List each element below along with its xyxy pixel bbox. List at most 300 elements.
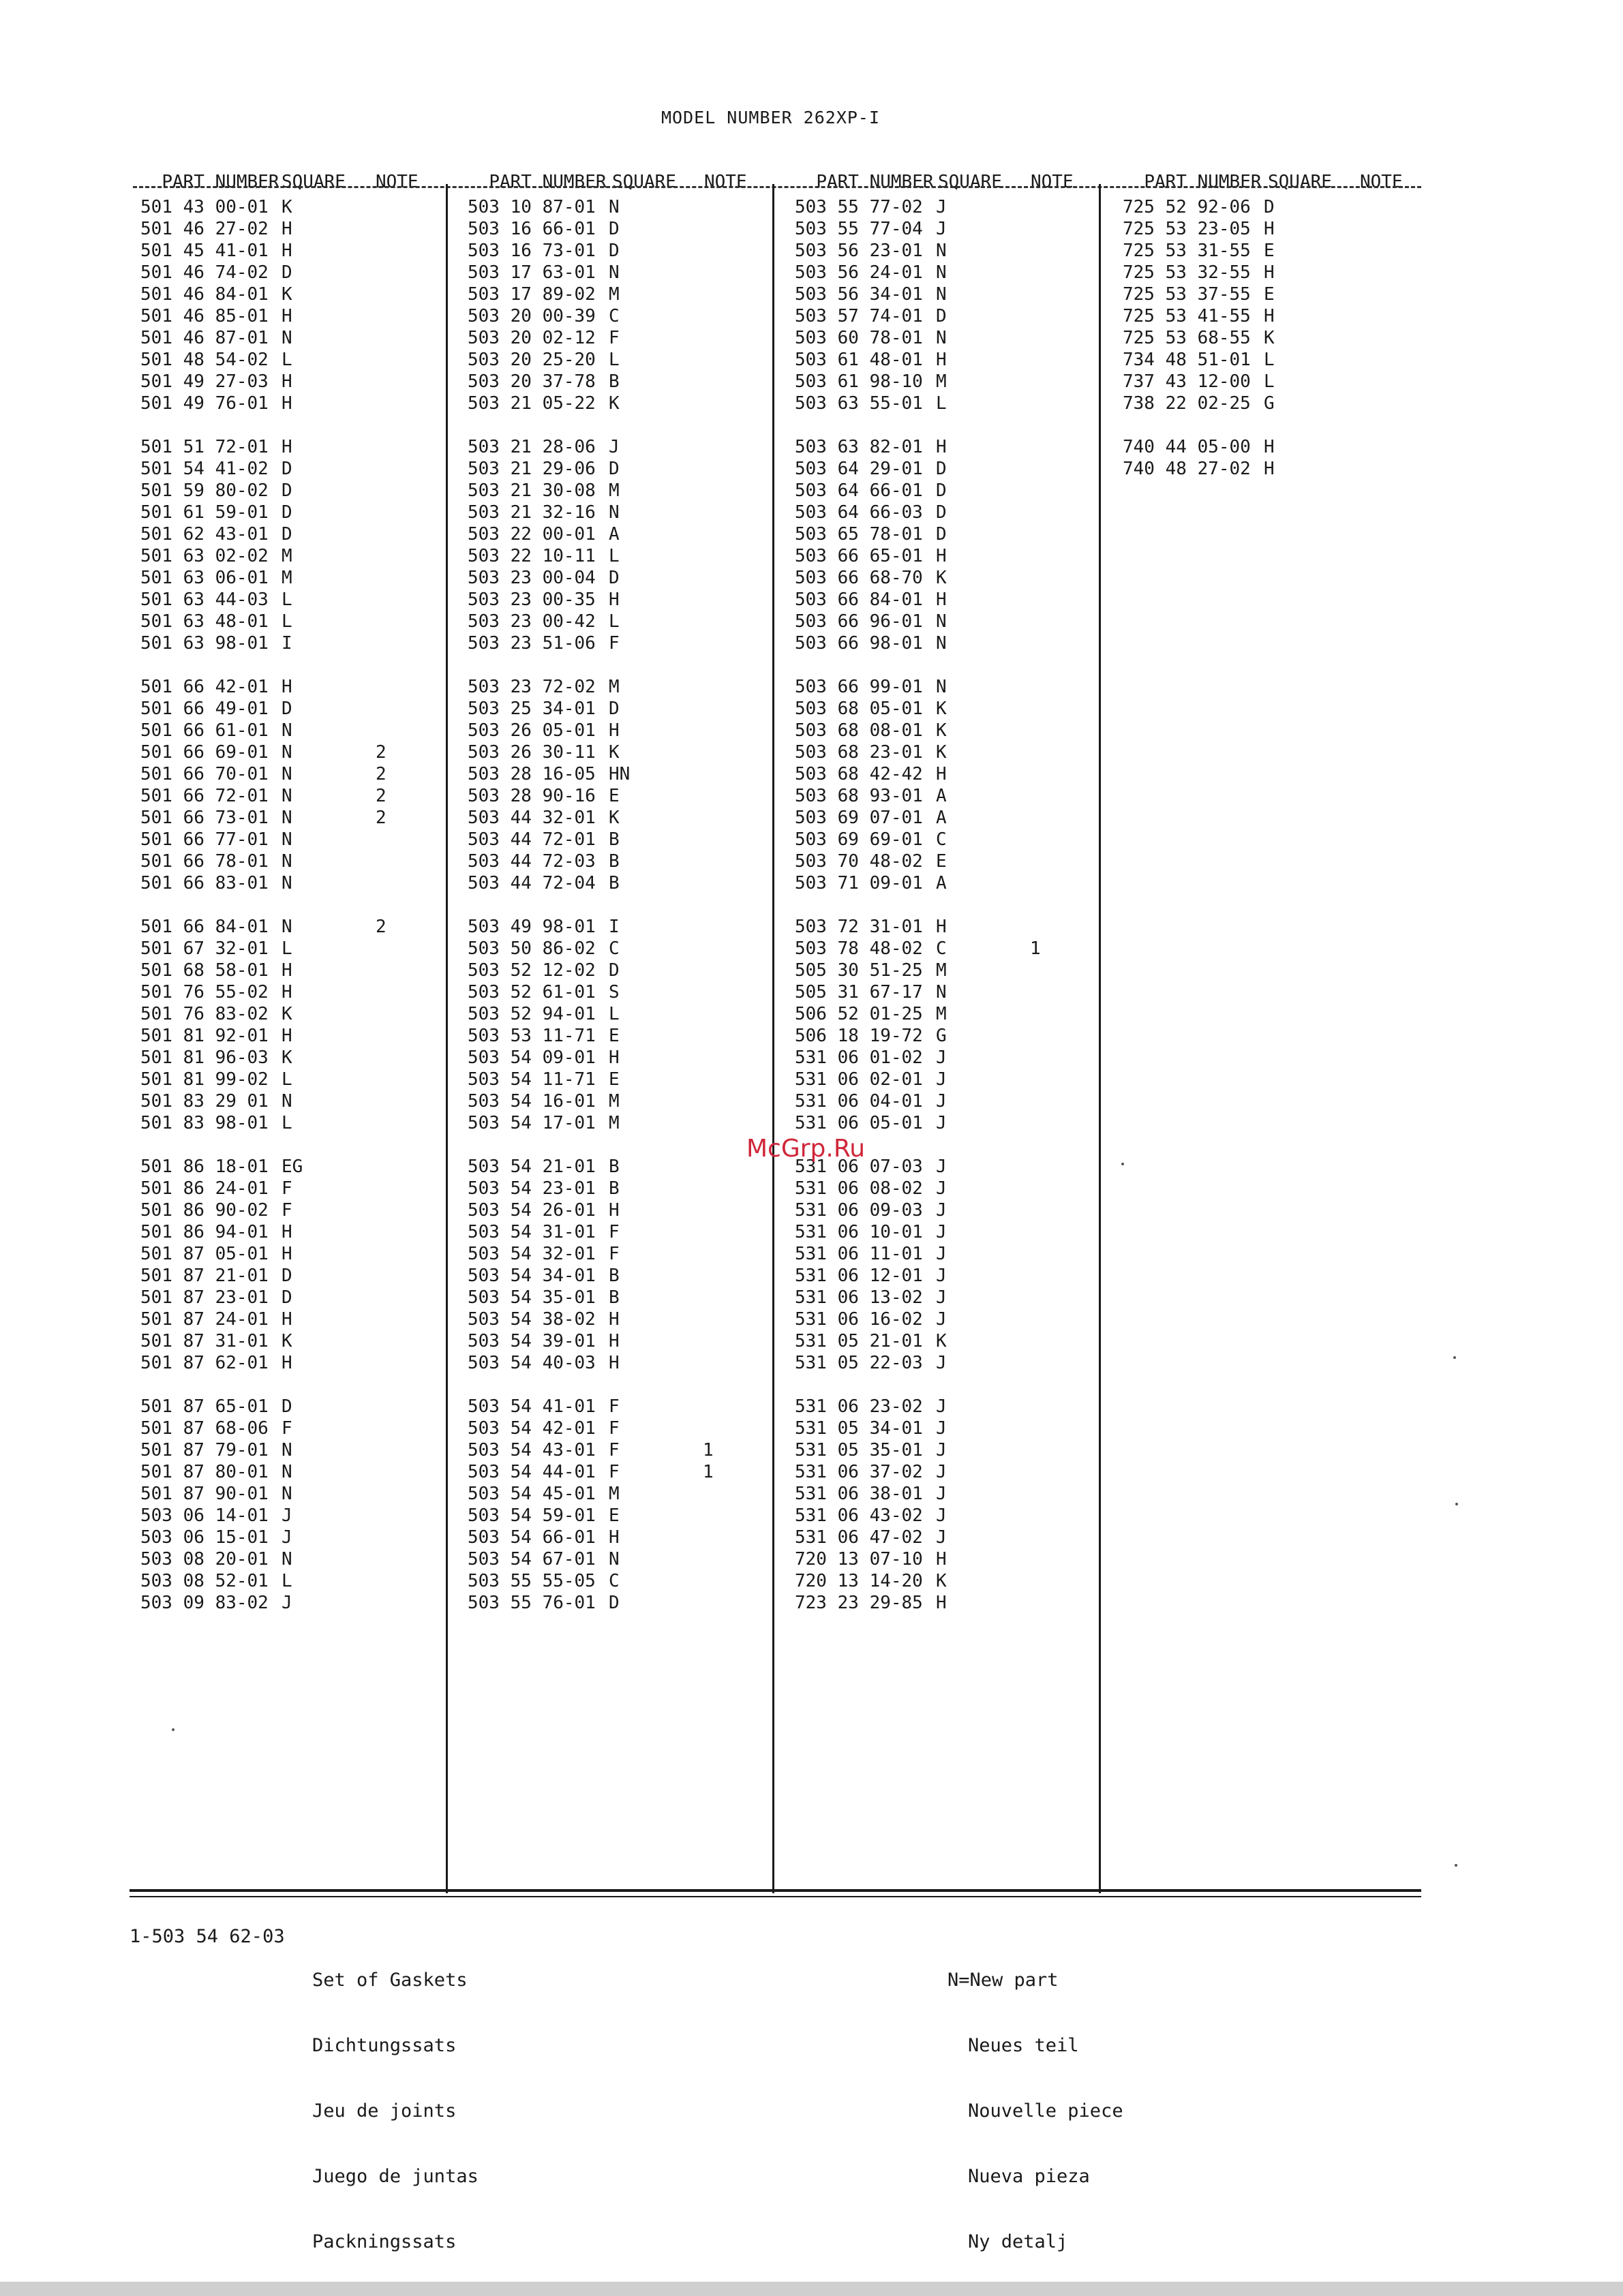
square-cell: L bbox=[282, 938, 292, 959]
square-cell: H bbox=[282, 371, 292, 392]
square-cell: K bbox=[282, 1047, 292, 1068]
part-number-cell: 501 66 84-01 bbox=[140, 917, 269, 937]
part-row bbox=[468, 981, 788, 1003]
square-cell: A bbox=[936, 808, 947, 828]
square-cell: H bbox=[936, 590, 947, 610]
part-row bbox=[1123, 196, 1443, 218]
square-cell: D bbox=[609, 241, 620, 261]
part-number-cell: 501 51 72-01 bbox=[140, 437, 269, 457]
part-number-cell: 503 20 25-20 bbox=[468, 350, 596, 370]
square-cell: A bbox=[936, 786, 947, 806]
part-row bbox=[468, 938, 788, 960]
square-cell: H bbox=[936, 917, 947, 937]
part-row bbox=[140, 916, 461, 938]
part-number-cell: 503 49 98-01 bbox=[468, 917, 596, 937]
part-row bbox=[795, 1112, 1115, 1134]
square-cell: F bbox=[609, 633, 620, 654]
part-number-cell: 503 50 86-02 bbox=[468, 938, 596, 959]
part-number-cell: 503 23 51-06 bbox=[468, 633, 596, 654]
square-cell: K bbox=[936, 1331, 947, 1351]
header-square: SQUARE bbox=[282, 172, 346, 192]
part-number-cell: 501 48 54-02 bbox=[140, 350, 269, 370]
part-row bbox=[140, 763, 461, 785]
part-number-cell: 503 54 31-01 bbox=[468, 1222, 596, 1242]
part-number-cell: 501 87 31-01 bbox=[140, 1331, 269, 1351]
square-cell: J bbox=[936, 1505, 947, 1526]
part-row bbox=[468, 1178, 788, 1199]
part-number-cell: 531 05 35-01 bbox=[795, 1440, 923, 1460]
square-cell: E bbox=[1264, 241, 1275, 261]
part-row bbox=[468, 1308, 788, 1330]
square-cell: N bbox=[282, 764, 292, 784]
square-cell: D bbox=[936, 524, 947, 545]
part-number-cell: 501 66 78-01 bbox=[140, 851, 269, 872]
square-cell: K bbox=[1264, 328, 1275, 348]
square-cell: E bbox=[609, 1505, 620, 1526]
part-row bbox=[468, 829, 788, 851]
note-cell: 2 bbox=[376, 742, 386, 763]
square-cell: N bbox=[282, 917, 292, 937]
part-number-cell: 531 05 34-01 bbox=[795, 1418, 923, 1439]
part-number-cell: 501 87 23-01 bbox=[140, 1287, 269, 1308]
part-row bbox=[468, 960, 788, 981]
square-cell: E bbox=[609, 1026, 620, 1046]
part-number-cell: 503 10 87-01 bbox=[468, 197, 596, 217]
square-cell: N bbox=[282, 786, 292, 806]
part-group bbox=[1123, 436, 1443, 480]
square-cell: H bbox=[282, 1244, 292, 1264]
part-row bbox=[795, 1570, 1115, 1592]
part-number-cell: 503 44 72-01 bbox=[468, 829, 596, 850]
part-row bbox=[468, 872, 788, 894]
part-row bbox=[140, 741, 461, 763]
part-row bbox=[1123, 240, 1443, 262]
part-row bbox=[140, 938, 461, 960]
square-cell: F bbox=[609, 1244, 620, 1264]
part-number-cell: 531 06 10-01 bbox=[795, 1222, 923, 1242]
square-cell: H bbox=[609, 1309, 620, 1330]
part-number-cell: 531 06 23-02 bbox=[795, 1396, 923, 1417]
part-group bbox=[140, 196, 461, 414]
part-row bbox=[140, 1047, 461, 1069]
square-cell: C bbox=[609, 938, 620, 959]
part-row bbox=[140, 1265, 461, 1287]
part-row bbox=[1123, 284, 1443, 305]
part-number-cell: 531 06 02-01 bbox=[795, 1069, 923, 1090]
part-row bbox=[140, 1308, 461, 1330]
part-number-cell: 503 28 90-16 bbox=[468, 786, 596, 806]
part-group bbox=[1123, 196, 1443, 414]
square-cell: H bbox=[609, 1331, 620, 1351]
part-number-cell: 503 20 02-12 bbox=[468, 328, 596, 348]
part-row bbox=[140, 1505, 461, 1527]
part-number-cell: 503 54 44-01 bbox=[468, 1462, 596, 1482]
part-number-cell: 501 87 79-01 bbox=[140, 1440, 269, 1460]
square-cell: D bbox=[936, 459, 947, 479]
square-cell: B bbox=[609, 873, 620, 893]
part-row bbox=[795, 1461, 1115, 1483]
part-row bbox=[140, 545, 461, 567]
part-number-cell: 531 05 21-01 bbox=[795, 1331, 923, 1351]
part-number-cell: 501 68 58-01 bbox=[140, 960, 269, 981]
part-group bbox=[795, 196, 1115, 414]
part-number-cell: 501 59 80-02 bbox=[140, 480, 269, 501]
table-bottom-rule-thin bbox=[130, 1896, 1421, 1897]
square-cell: H bbox=[936, 546, 947, 566]
part-number-cell: 503 68 08-01 bbox=[795, 720, 923, 741]
part-row bbox=[468, 1199, 788, 1221]
square-cell: F bbox=[609, 1462, 620, 1482]
square-cell: M bbox=[609, 480, 620, 501]
part-row bbox=[795, 1439, 1115, 1461]
square-cell: F bbox=[609, 1222, 620, 1242]
square-cell: K bbox=[609, 742, 620, 763]
part-number-cell: 503 69 07-01 bbox=[795, 808, 923, 828]
part-number-cell: 503 52 61-01 bbox=[468, 982, 596, 1002]
square-cell: H bbox=[282, 1309, 292, 1330]
part-group bbox=[468, 1156, 788, 1374]
part-number-cell: 503 54 11-71 bbox=[468, 1069, 596, 1090]
parts-column-3 bbox=[795, 196, 1115, 1636]
part-number-cell: 501 49 27-03 bbox=[140, 371, 269, 392]
part-row bbox=[140, 829, 461, 851]
part-row bbox=[468, 1461, 788, 1483]
note-cell: 2 bbox=[376, 764, 386, 784]
square-cell: J bbox=[282, 1593, 292, 1613]
square-cell: F bbox=[609, 328, 620, 348]
square-cell: J bbox=[936, 1113, 947, 1133]
square-cell: L bbox=[609, 350, 620, 370]
part-number-cell: 503 68 05-01 bbox=[795, 699, 923, 719]
part-number-cell: 503 08 20-01 bbox=[140, 1549, 269, 1570]
square-cell: H bbox=[609, 1047, 620, 1068]
part-number-cell: 503 09 83-02 bbox=[140, 1593, 269, 1613]
part-number-cell: 503 16 73-01 bbox=[468, 241, 596, 261]
square-cell: H bbox=[609, 1353, 620, 1373]
square-cell: H bbox=[936, 1593, 947, 1613]
part-number-cell: 503 16 66-01 bbox=[468, 219, 596, 239]
part-row bbox=[140, 1199, 461, 1221]
square-cell: N bbox=[282, 720, 292, 741]
part-row bbox=[795, 371, 1115, 393]
part-row bbox=[1123, 305, 1443, 327]
part-number-cell: 503 54 23-01 bbox=[468, 1178, 596, 1199]
part-row bbox=[795, 1330, 1115, 1352]
part-number-cell: 501 62 43-01 bbox=[140, 524, 269, 545]
footer-part-code: 1-503 54 62-03 bbox=[130, 1926, 285, 1947]
part-row bbox=[1123, 436, 1443, 458]
part-row bbox=[140, 196, 461, 218]
part-number-cell: 503 55 55-05 bbox=[468, 1571, 596, 1591]
part-row bbox=[795, 458, 1115, 480]
part-row bbox=[140, 589, 461, 611]
part-row bbox=[795, 611, 1115, 632]
square-cell: J bbox=[936, 1440, 947, 1460]
part-number-cell: 725 53 68-55 bbox=[1123, 328, 1251, 348]
part-row bbox=[795, 960, 1115, 981]
part-row bbox=[468, 458, 788, 480]
part-number-cell: 503 28 16-05 bbox=[468, 764, 596, 784]
square-cell: D bbox=[282, 1287, 292, 1308]
part-row bbox=[140, 676, 461, 698]
square-cell: J bbox=[936, 1222, 947, 1242]
part-number-cell: 503 69 69-01 bbox=[795, 829, 923, 850]
square-cell: M bbox=[282, 546, 292, 566]
square-cell: N bbox=[282, 808, 292, 828]
part-number-cell: 737 43 12-00 bbox=[1123, 371, 1251, 392]
part-number-cell: 503 26 05-01 bbox=[468, 720, 596, 741]
part-row bbox=[140, 1352, 461, 1374]
part-number-cell: 503 54 40-03 bbox=[468, 1353, 596, 1373]
square-cell: D bbox=[282, 1266, 292, 1286]
note-cell: 1 bbox=[703, 1462, 714, 1482]
square-cell: C bbox=[936, 938, 947, 959]
square-cell: H bbox=[936, 764, 947, 784]
square-cell: L bbox=[609, 546, 620, 566]
part-row bbox=[140, 785, 461, 807]
part-row bbox=[795, 218, 1115, 240]
square-cell: N bbox=[936, 611, 947, 632]
header-part-number: PART NUMBER bbox=[1144, 172, 1262, 192]
square-cell: H bbox=[282, 306, 292, 326]
parts-column-2 bbox=[468, 196, 788, 1636]
square-cell: E bbox=[609, 786, 620, 806]
square-cell: H bbox=[282, 1353, 292, 1373]
square-cell: L bbox=[1264, 350, 1275, 370]
square-cell: D bbox=[609, 459, 620, 479]
part-number-cell: 501 66 42-01 bbox=[140, 677, 269, 697]
part-row bbox=[795, 284, 1115, 305]
square-cell: F bbox=[282, 1418, 292, 1439]
part-row bbox=[468, 916, 788, 938]
square-cell: N bbox=[282, 829, 292, 850]
part-number-cell: 503 21 28-06 bbox=[468, 437, 596, 457]
square-cell: H bbox=[936, 350, 947, 370]
part-number-cell: 503 22 10-11 bbox=[468, 546, 596, 566]
part-row bbox=[468, 327, 788, 349]
part-number-cell: 503 23 00-04 bbox=[468, 568, 596, 588]
new-part-translation: Nouvelle piece bbox=[968, 2100, 1123, 2122]
part-row bbox=[468, 436, 788, 458]
square-cell: D bbox=[936, 502, 947, 523]
part-number-cell: 503 54 21-01 bbox=[468, 1157, 596, 1177]
part-group bbox=[468, 676, 788, 894]
part-number-cell: 501 76 83-02 bbox=[140, 1004, 269, 1024]
part-row bbox=[140, 480, 461, 502]
part-row bbox=[140, 698, 461, 720]
part-row bbox=[140, 567, 461, 589]
part-number-cell: 501 66 77-01 bbox=[140, 829, 269, 850]
part-number-cell: 531 06 13-02 bbox=[795, 1287, 923, 1308]
part-number-cell: 501 66 61-01 bbox=[140, 720, 269, 741]
part-number-cell: 501 46 74-02 bbox=[140, 262, 269, 283]
square-cell: D bbox=[936, 306, 947, 326]
square-cell: H bbox=[1264, 219, 1275, 239]
part-number-cell: 531 06 47-02 bbox=[795, 1527, 923, 1548]
part-row bbox=[140, 218, 461, 240]
part-number-cell: 503 55 77-04 bbox=[795, 219, 923, 239]
part-row bbox=[468, 502, 788, 523]
part-number-cell: 501 87 21-01 bbox=[140, 1266, 269, 1286]
part-number-cell: 725 52 92-06 bbox=[1123, 197, 1251, 217]
part-number-cell: 501 63 48-01 bbox=[140, 611, 269, 632]
square-cell: F bbox=[282, 1200, 292, 1221]
part-row bbox=[468, 1047, 788, 1069]
part-row bbox=[795, 1069, 1115, 1090]
part-row bbox=[1123, 218, 1443, 240]
part-row bbox=[1123, 349, 1443, 371]
part-number-cell: 501 66 70-01 bbox=[140, 764, 269, 784]
part-number-cell: 501 66 49-01 bbox=[140, 699, 269, 719]
part-row bbox=[468, 240, 788, 262]
part-number-cell: 503 21 05-22 bbox=[468, 393, 596, 414]
part-number-cell: 503 66 68-70 bbox=[795, 568, 923, 588]
square-cell: D bbox=[609, 699, 620, 719]
part-row bbox=[795, 720, 1115, 741]
square-cell: H bbox=[282, 437, 292, 457]
new-part-translation: Nueva pieza bbox=[968, 2166, 1090, 2187]
square-cell: D bbox=[282, 459, 292, 479]
part-number-cell: 501 87 68-06 bbox=[140, 1418, 269, 1439]
part-number-cell: 503 26 30-11 bbox=[468, 742, 596, 763]
part-number-cell: 503 65 78-01 bbox=[795, 524, 923, 545]
note-cell: 2 bbox=[376, 808, 386, 828]
part-number-cell: 503 54 67-01 bbox=[468, 1549, 596, 1570]
part-row bbox=[468, 1003, 788, 1025]
header-part-number: PART NUMBER bbox=[162, 172, 279, 192]
square-cell: H bbox=[282, 677, 292, 697]
part-row bbox=[468, 284, 788, 305]
part-group bbox=[140, 1396, 461, 1614]
set-name: Packningssats bbox=[312, 2231, 457, 2252]
square-cell: M bbox=[609, 1484, 620, 1504]
part-row bbox=[795, 1090, 1115, 1112]
part-number-cell: 503 55 76-01 bbox=[468, 1593, 596, 1613]
part-row bbox=[468, 1527, 788, 1548]
part-number-cell: 501 45 41-01 bbox=[140, 241, 269, 261]
part-row bbox=[795, 305, 1115, 327]
square-cell: L bbox=[282, 1571, 292, 1591]
part-number-cell: 531 06 12-01 bbox=[795, 1266, 923, 1286]
header-note: NOTE bbox=[376, 172, 419, 192]
part-row bbox=[140, 1330, 461, 1352]
part-row bbox=[140, 1003, 461, 1025]
part-number-cell: 503 66 84-01 bbox=[795, 590, 923, 610]
square-cell: H bbox=[609, 720, 620, 741]
part-row bbox=[140, 851, 461, 872]
part-row bbox=[795, 545, 1115, 567]
part-row bbox=[140, 436, 461, 458]
square-cell: H bbox=[936, 1549, 947, 1570]
part-row bbox=[795, 1199, 1115, 1221]
part-number-cell: 503 68 42-42 bbox=[795, 764, 923, 784]
square-cell: M bbox=[936, 371, 947, 392]
part-row bbox=[140, 305, 461, 327]
square-cell: D bbox=[609, 960, 620, 981]
part-number-cell: 501 76 55-02 bbox=[140, 982, 269, 1002]
parts-column-4 bbox=[1123, 196, 1443, 502]
part-row bbox=[468, 1483, 788, 1505]
square-cell: S bbox=[609, 982, 620, 1002]
part-row bbox=[140, 1527, 461, 1548]
part-row bbox=[795, 1221, 1115, 1243]
square-cell: B bbox=[609, 371, 620, 392]
part-row bbox=[468, 611, 788, 632]
square-cell: B bbox=[609, 1157, 620, 1177]
part-number-cell: 531 06 38-01 bbox=[795, 1484, 923, 1504]
part-number-cell: 506 18 19-72 bbox=[795, 1026, 923, 1046]
part-row bbox=[140, 1483, 461, 1505]
part-row bbox=[795, 872, 1115, 894]
part-number-cell: 503 52 12-02 bbox=[468, 960, 596, 981]
square-cell: L bbox=[282, 350, 292, 370]
header-square: SQUARE bbox=[612, 172, 676, 192]
square-cell: J bbox=[936, 1462, 947, 1482]
part-number-cell: 501 86 18-01 bbox=[140, 1157, 269, 1177]
square-cell: N bbox=[282, 1549, 292, 1570]
part-number-cell: 503 54 41-01 bbox=[468, 1396, 596, 1417]
part-row bbox=[140, 393, 461, 414]
part-number-cell: 503 63 82-01 bbox=[795, 437, 923, 457]
part-row bbox=[1123, 262, 1443, 284]
square-cell: G bbox=[936, 1026, 947, 1046]
part-row bbox=[468, 1439, 788, 1461]
part-number-cell: 501 67 32-01 bbox=[140, 938, 269, 959]
square-cell: D bbox=[1264, 197, 1275, 217]
part-number-cell: 531 06 37-02 bbox=[795, 1462, 923, 1482]
square-cell: F bbox=[609, 1440, 620, 1460]
part-row bbox=[795, 829, 1115, 851]
set-name: Set of Gaskets bbox=[312, 1970, 468, 1991]
part-row bbox=[140, 240, 461, 262]
square-cell: B bbox=[609, 1178, 620, 1199]
watermark: McGrp.Ru bbox=[746, 1135, 866, 1163]
part-number-cell: 501 66 69-01 bbox=[140, 742, 269, 763]
part-row bbox=[468, 741, 788, 763]
square-cell: C bbox=[936, 829, 947, 850]
part-number-cell: 503 54 16-01 bbox=[468, 1091, 596, 1112]
part-number-cell: 503 64 66-03 bbox=[795, 502, 923, 523]
square-cell: K bbox=[282, 1331, 292, 1351]
part-number-cell: 505 30 51-25 bbox=[795, 960, 923, 981]
part-number-cell: 503 64 29-01 bbox=[795, 459, 923, 479]
square-cell: N bbox=[609, 262, 620, 283]
header-square: SQUARE bbox=[938, 172, 1002, 192]
part-row bbox=[140, 502, 461, 523]
part-number-cell: 501 87 90-01 bbox=[140, 1484, 269, 1504]
part-row bbox=[468, 1090, 788, 1112]
square-cell: H bbox=[609, 1527, 620, 1548]
square-cell: H bbox=[282, 960, 292, 981]
part-number-cell: 503 21 32-16 bbox=[468, 502, 596, 523]
part-number-cell: 501 81 96-03 bbox=[140, 1047, 269, 1068]
part-number-cell: 503 54 43-01 bbox=[468, 1440, 596, 1460]
part-row bbox=[140, 1243, 461, 1265]
square-cell: B bbox=[609, 1266, 620, 1286]
square-cell: J bbox=[936, 1178, 947, 1199]
part-number-cell: 501 63 44-03 bbox=[140, 590, 269, 610]
part-row bbox=[468, 523, 788, 545]
part-number-cell: 501 63 98-01 bbox=[140, 633, 269, 654]
part-row bbox=[468, 632, 788, 654]
square-cell: N bbox=[282, 851, 292, 872]
part-number-cell: 531 05 22-03 bbox=[795, 1353, 923, 1373]
parts-column-1 bbox=[140, 196, 461, 1636]
part-row bbox=[468, 698, 788, 720]
part-row bbox=[468, 262, 788, 284]
square-cell: C bbox=[609, 1571, 620, 1591]
square-cell: H bbox=[282, 982, 292, 1002]
